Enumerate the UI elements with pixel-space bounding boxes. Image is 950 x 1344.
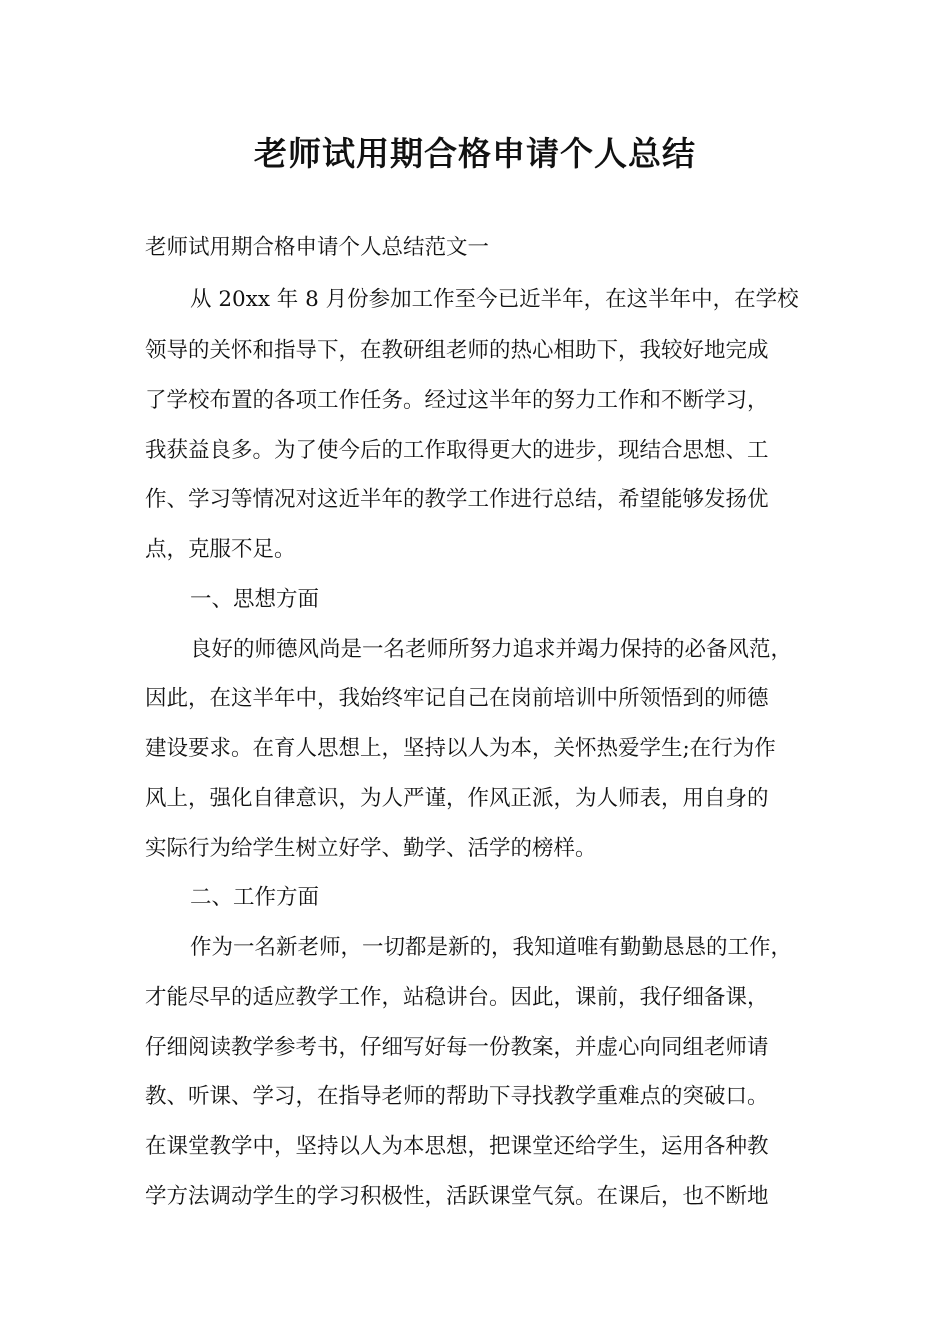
paragraph-line: 我获益良多。为了使今后的工作取得更大的进步，现结合思想、工 xyxy=(145,438,769,463)
paragraph-line: 了学校布置的各项工作任务。经过这半年的努力工作和不断学习， xyxy=(145,388,769,413)
paragraph-line: 仔细阅读教学参考书，仔细写好每一份教案，并虚心向同组老师请 xyxy=(145,1035,769,1060)
paragraph-line: 才能尽早的适应教学工作，站稳讲台。因此，课前，我仔细备课， xyxy=(145,985,769,1010)
paragraph-line: 风上，强化自律意识，为人严谨，作风正派，为人师表，用自身的 xyxy=(145,786,769,811)
document-title: 老师试用期合格申请个人总结 xyxy=(254,134,696,173)
paragraph-line: 学方法调动学生的学习积极性，活跃课堂气氛。在课后，也不断地 xyxy=(145,1184,769,1209)
paragraph-line: 因此，在这半年中，我始终牢记自己在岗前培训中所领悟到的师德 xyxy=(145,686,769,711)
paragraph-line: 实际行为给学生树立好学、勤学、活学的榜样。 xyxy=(145,836,597,861)
paragraph-line: 建设要求。在育人思想上，坚持以人为本，关怀热爱学生;在行为作 xyxy=(145,736,776,761)
paragraph-line: 作为一名新老师，一切都是新的，我知道唯有勤勤恳恳的工作， xyxy=(190,935,793,960)
paragraph-line: 作、学习等情况对这近半年的教学工作进行总结，希望能够发扬优 xyxy=(145,487,769,512)
section-heading: 二、工作方面 xyxy=(190,885,320,910)
paragraph-line: 在课堂教学中，坚持以人为本思想，把课堂还给学生，运用各种教 xyxy=(145,1134,769,1159)
paragraph-line: 从 20xx 年 8 月份参加工作至今已近半年，在这半年中，在学校 xyxy=(190,287,799,312)
paragraph-line: 教、听课、学习，在指导老师的帮助下寻找教学重难点的突破口。 xyxy=(145,1084,769,1109)
section-heading: 一、思想方面 xyxy=(190,587,320,612)
paragraph-line: 点，克服不足。 xyxy=(145,537,296,562)
paragraph-line: 良好的师德风尚是一名老师所努力追求并竭力保持的必备风范， xyxy=(190,637,793,662)
paragraph-line: 领导的关怀和指导下，在教研组老师的热心相助下，我较好地完成 xyxy=(145,338,769,363)
document-subtitle: 老师试用期合格申请个人总结范文一 xyxy=(145,235,490,260)
